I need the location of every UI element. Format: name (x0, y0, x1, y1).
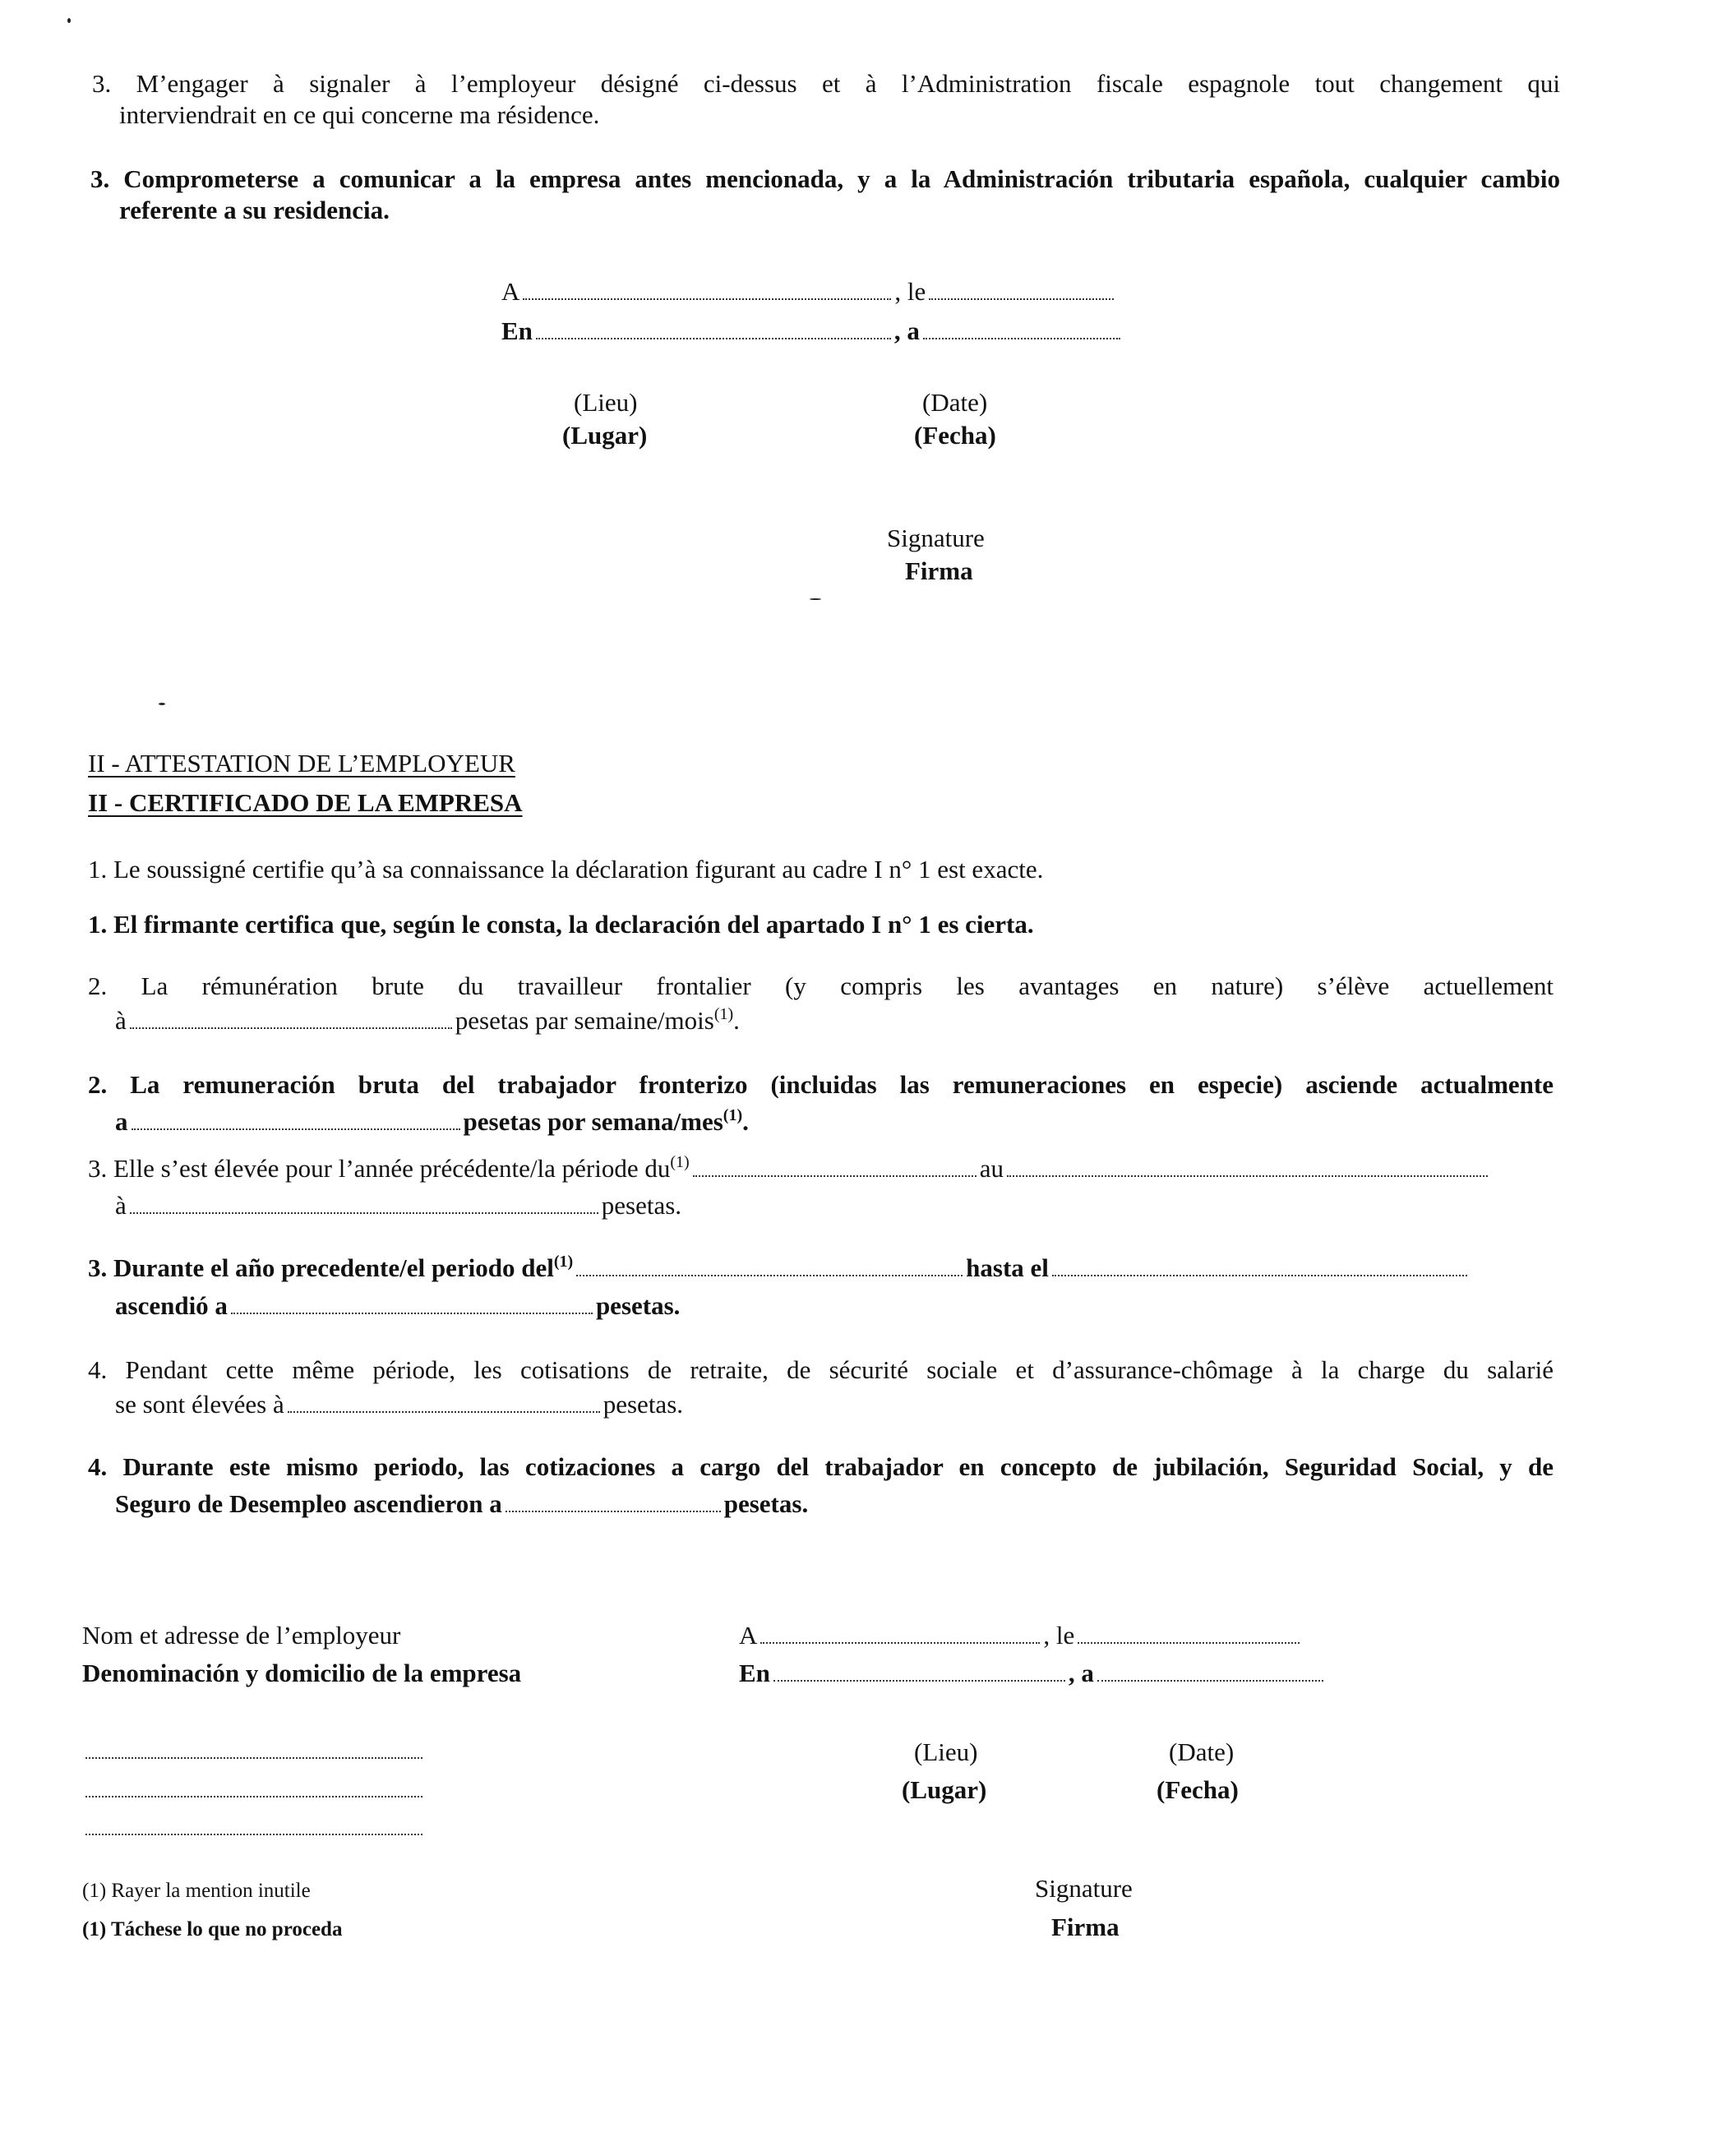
ii-item2-fr-line1: 2. La rémunération brute du travailleur frontalier (y compris les avantages en nature) s’élève actuellement (88, 971, 1554, 1000)
ii-lugar-label: (Lugar) (902, 1775, 987, 1804)
ii-item2-fr-prefix: à (115, 1006, 127, 1035)
ii-fecha-label: (Fecha) (1157, 1775, 1239, 1804)
ii-item4-fr-amount-field[interactable] (288, 1411, 600, 1413)
place-date-fr-row (501, 277, 1117, 307)
scan-speck (67, 18, 71, 23)
ii-item2-fr-line2 (115, 1006, 740, 1036)
employer-address-field-2[interactable] (85, 1796, 422, 1797)
lugar-label: (Lugar) (562, 421, 648, 450)
ii-item3-fr-line1 (88, 1154, 1491, 1184)
footnote-ref: (1) (713, 1005, 734, 1023)
ii-item3-fr-au: au (979, 1154, 1004, 1183)
date-prefix-fr: , le (894, 277, 926, 306)
ii-item4-fr-suffix: pesetas. (603, 1390, 684, 1419)
employer-label-fr: Nom et adresse de l’employeur (82, 1621, 401, 1650)
ii-item3-fr-prefix: à (115, 1191, 127, 1220)
place-field-fr[interactable] (523, 298, 891, 300)
place-prefix-es: En (501, 316, 533, 345)
place-prefix-fr: A (501, 277, 520, 306)
employer-address-field-1[interactable] (85, 1757, 422, 1759)
item3-fr-number: 3. (92, 69, 112, 98)
date-field-fr[interactable] (929, 298, 1114, 300)
ii-item4-fr-line1: 4. Pendant cette même période, les cotisations de retraite, de sécurité sociale et d’assurance-chômage à la charge du salarié (88, 1355, 1554, 1384)
ii-place-date-es-row (739, 1659, 1327, 1688)
date-field-es[interactable] (923, 338, 1120, 339)
ii-place-field-es[interactable] (773, 1680, 1065, 1682)
ii-item2-es-line1: 2. La remuneración bruta del trabajador fronterizo (incluidas las remuneraciones en especie) asciende actualmente (88, 1070, 1554, 1099)
ii-place-field-fr[interactable] (760, 1642, 1040, 1644)
ii-lieu-label: (Lieu) (914, 1737, 978, 1766)
footnote-fr: (1) Rayer la mention inutile (82, 1880, 311, 1902)
ii-item1-es: 1. El firmante certifica que, según le consta, la declaración del apartado I n° 1 es cierta. (88, 910, 1034, 939)
scan-speck (159, 703, 165, 705)
ii-item1-fr: 1. Le soussigné certifie qu’à sa connaissance la déclaration figurant au cadre I n° 1 est exacte. (88, 855, 1044, 884)
ii-date-prefix-fr: , le (1043, 1621, 1075, 1650)
ii-item2-es-prefix: a (115, 1107, 128, 1136)
ii-signature-label-fr: Signature (1035, 1874, 1133, 1903)
period: . (733, 1006, 740, 1035)
ii-item3-fr-line2 (115, 1191, 681, 1221)
ii-item4-es-line1: 4. Durante este mismo periodo, las cotizaciones a cargo del trabajador en concepto de jubilación, Seguridad Social, y de (88, 1452, 1554, 1481)
period: . (742, 1107, 749, 1136)
ii-item3-es-suffix: pesetas. (595, 1291, 681, 1320)
ii-place-prefix-fr: A (739, 1621, 758, 1650)
ii-item3-es-line2 (115, 1291, 680, 1321)
ii-item3-es-text: 3. Durante el año precedente/el periodo del (88, 1253, 554, 1282)
ii-item2-es-amount-field[interactable] (132, 1128, 460, 1130)
ii-item4-es-line2 (115, 1489, 808, 1519)
ii-item3-fr-from-field[interactable] (693, 1175, 976, 1177)
ii-date-prefix-es: , a (1068, 1659, 1094, 1687)
footnote-ref: (1) (553, 1253, 574, 1271)
signature-label-fr: Signature (887, 524, 985, 552)
ii-item3-es-hasta: hasta el (966, 1253, 1049, 1282)
section-ii-heading-fr: II - ATTESTATION DE L’EMPLOYEUR (88, 749, 515, 778)
footnote-ref: (1) (723, 1106, 743, 1124)
fecha-label: (Fecha) (914, 421, 996, 450)
ii-item4-es-prefix: Seguro de Desempleo ascendieron a (115, 1489, 502, 1518)
item3-fr-text: M’engager à signaler à l’employeur désigné ci-dessus et à l’Administration fiscale espagnole tout changement qui (136, 69, 1560, 98)
ii-item4-fr-prefix: se sont élevées à (115, 1390, 284, 1419)
ii-place-date-fr-row (739, 1621, 1303, 1650)
section-ii-heading-es: II - CERTIFICADO DE LA EMPRESA (88, 788, 523, 817)
ii-item3-fr-to-field[interactable] (1007, 1175, 1488, 1177)
ii-item4-es-amount-field[interactable] (506, 1511, 721, 1512)
item3-es-line2: referente a su residencia. (119, 196, 390, 224)
lieu-label: (Lieu) (574, 388, 638, 417)
ii-item3-es-amount-field[interactable] (231, 1313, 593, 1314)
footnote-es: (1) Táchese lo que no proceda (82, 1918, 343, 1940)
ii-item4-es-suffix: pesetas. (723, 1489, 809, 1518)
item3-es-line1 (90, 164, 1560, 194)
ii-date-label: (Date) (1169, 1737, 1235, 1766)
ii-item3-es-line1 (88, 1253, 1471, 1283)
ii-item3-es-from-field[interactable] (576, 1275, 963, 1276)
ii-item3-es-to-field[interactable] (1052, 1275, 1467, 1276)
ii-place-prefix-es: En (739, 1659, 770, 1687)
ii-signature-label-es: Firma (1051, 1913, 1120, 1941)
item3-fr-line1 (92, 69, 1560, 99)
place-date-es-row (501, 316, 1124, 346)
ii-date-field-fr[interactable] (1078, 1642, 1300, 1644)
ii-date-field-es[interactable] (1097, 1680, 1323, 1682)
date-label: (Date) (922, 388, 988, 417)
ii-item3-fr-amount-field[interactable] (130, 1212, 598, 1214)
ii-item2-es-line2 (115, 1107, 749, 1137)
date-prefix-es: , a (893, 316, 920, 345)
footnote-ref: (1) (670, 1153, 690, 1171)
ii-item3-fr-suffix: pesetas. (601, 1191, 682, 1220)
employer-address-field-3[interactable] (85, 1834, 422, 1835)
ii-item2-fr-amount-field[interactable] (130, 1027, 452, 1029)
item3-es-text: Comprometerse a comunicar a la empresa antes mencionada, y a la Administración tributaria española, cualquier cambio (123, 164, 1560, 193)
ii-item4-fr-line2 (115, 1390, 683, 1419)
signature-label-es: Firma (905, 556, 973, 585)
ii-item3-es-prefix: ascendió a (115, 1291, 228, 1320)
ii-item2-es-suffix: pesetas por semana/mes (463, 1107, 723, 1136)
item3-es-number: 3. (90, 164, 110, 193)
place-field-es[interactable] (536, 338, 891, 339)
scan-speck (810, 598, 821, 600)
ii-item3-fr-text: 3. Elle s’est élevée pour l’année précédente/la période du (88, 1154, 671, 1183)
employer-label-es: Denominación y domicilio de la empresa (82, 1659, 522, 1687)
item3-fr-line2: interviendrait en ce qui concerne ma résidence. (119, 100, 600, 129)
ii-item2-fr-suffix: pesetas par semaine/mois (455, 1006, 714, 1035)
